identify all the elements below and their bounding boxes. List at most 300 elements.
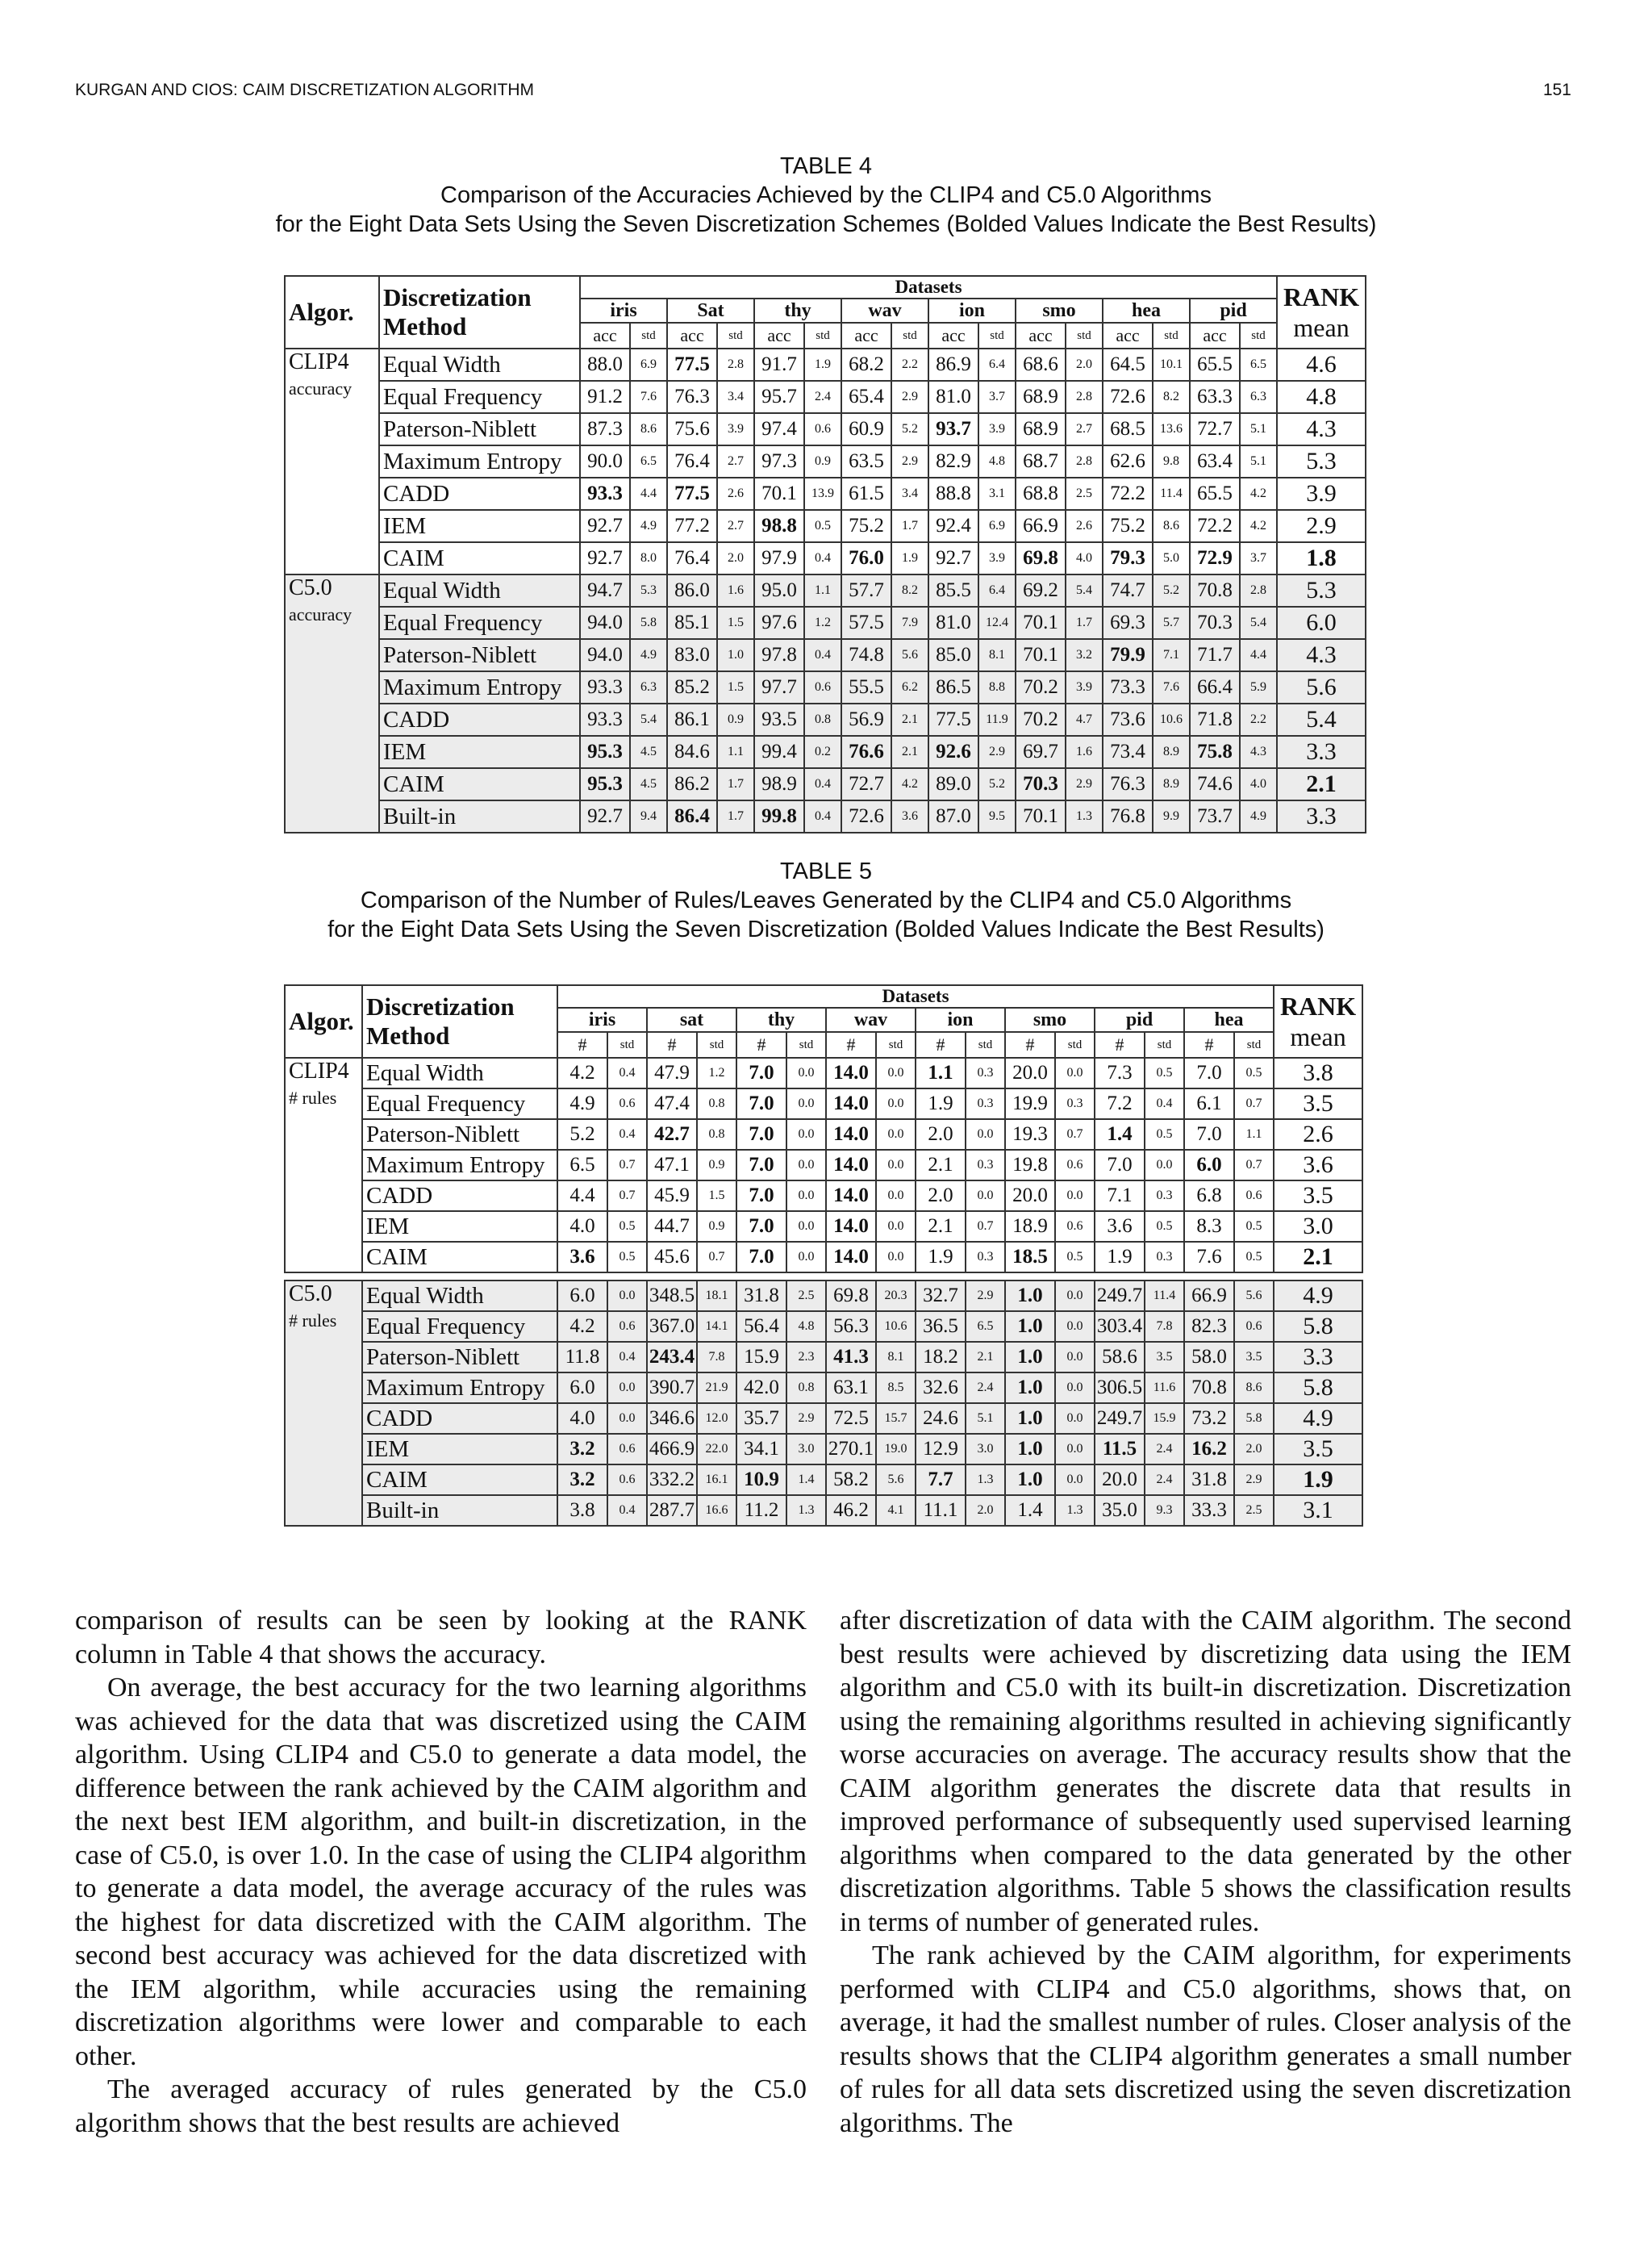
value-cell: 33.3 bbox=[1184, 1495, 1234, 1526]
std-cell: 0.0 bbox=[876, 1242, 916, 1272]
std-cell: 0.6 bbox=[607, 1434, 647, 1464]
value-cell: 18.2 bbox=[916, 1342, 966, 1372]
std-subheader: std bbox=[786, 1032, 826, 1058]
std-cell: 1.6 bbox=[1066, 736, 1103, 768]
std-cell: 6.3 bbox=[630, 671, 667, 704]
std-subheader: std bbox=[1153, 323, 1190, 349]
algorithm-metric: # rules bbox=[289, 1310, 337, 1331]
value-cell: 19.8 bbox=[1005, 1150, 1055, 1180]
value-cell: 7.1 bbox=[1095, 1180, 1145, 1211]
std-cell: 9.3 bbox=[1145, 1495, 1184, 1526]
value-cell: 18.5 bbox=[1005, 1242, 1055, 1272]
method-cell: Equal Width bbox=[362, 1058, 557, 1088]
std-cell: 3.2 bbox=[1066, 639, 1103, 671]
value-cell: 91.2 bbox=[580, 381, 630, 413]
std-cell: 3.9 bbox=[1066, 671, 1103, 704]
value-cell: 70.1 bbox=[1016, 607, 1066, 639]
value-cell: 32.6 bbox=[916, 1372, 966, 1403]
value-subheader: acc bbox=[928, 323, 978, 349]
value-cell: 72.6 bbox=[841, 800, 891, 833]
std-cell: 0.0 bbox=[876, 1119, 916, 1150]
value-cell: 83.0 bbox=[667, 639, 717, 671]
std-cell: 3.6 bbox=[891, 800, 928, 833]
std-cell: 2.8 bbox=[1066, 445, 1103, 478]
value-cell: 85.1 bbox=[667, 607, 717, 639]
value-cell: 390.7 bbox=[647, 1372, 697, 1403]
value-cell: 1.9 bbox=[916, 1242, 966, 1272]
value-cell: 1.9 bbox=[1095, 1242, 1145, 1272]
rank-cell: 4.8 bbox=[1277, 381, 1366, 413]
std-cell: 6.5 bbox=[630, 445, 667, 478]
paragraph: On average, the best accuracy for the two learning algorithms was achieved for the data that was discretized using the CAIM algorithm. Using CLIP4 and C5.0 to generate a data model, the difference between the rank achieved by the CAIM algorithm and the next best IEM algorithm, and built-in discretization, in the case of C5.0, is over 1.0. In the case of using the CLIP4 algorithm to generate a data model, the average accuracy of the rules was the highest for data discretized with the CAIM algorithm. The second best accuracy was achieved for the data discretized with the IEM algorithm, while accuracies using the remaining discretization algorithms were lower and comparable to each other. bbox=[75, 1673, 807, 2071]
std-cell: 0.0 bbox=[1055, 1311, 1095, 1342]
std-cell: 3.1 bbox=[978, 478, 1016, 510]
rank-cell: 3.0 bbox=[1274, 1211, 1362, 1242]
std-cell: 0.8 bbox=[697, 1119, 736, 1150]
value-cell: 58.6 bbox=[1095, 1342, 1145, 1372]
table4-caption bbox=[0, 152, 1652, 239]
std-cell: 2.5 bbox=[786, 1280, 826, 1311]
value-cell: 99.8 bbox=[754, 800, 804, 833]
value-cell: 94.0 bbox=[580, 639, 630, 671]
std-cell: 3.9 bbox=[978, 413, 1016, 445]
value-cell: 68.2 bbox=[841, 349, 891, 381]
table-row bbox=[285, 1311, 1362, 1342]
value-cell: 75.2 bbox=[841, 510, 891, 542]
value-cell: 92.4 bbox=[928, 510, 978, 542]
std-cell: 1.9 bbox=[891, 542, 928, 574]
std-cell: 0.4 bbox=[607, 1495, 647, 1526]
std-cell: 0.5 bbox=[1055, 1242, 1095, 1272]
table-row bbox=[285, 413, 1366, 445]
std-cell: 1.2 bbox=[697, 1058, 736, 1088]
std-cell: 0.0 bbox=[1055, 1372, 1095, 1403]
value-cell: 93.3 bbox=[580, 478, 630, 510]
std-subheader: std bbox=[697, 1032, 736, 1058]
std-cell: 6.2 bbox=[891, 671, 928, 704]
std-cell: 1.7 bbox=[891, 510, 928, 542]
value-cell: 249.7 bbox=[1095, 1280, 1145, 1311]
std-cell: 0.5 bbox=[804, 510, 841, 542]
value-subheader: acc bbox=[580, 323, 630, 349]
separator-cell bbox=[285, 1272, 1362, 1280]
std-cell: 20.3 bbox=[876, 1280, 916, 1311]
std-cell: 0.7 bbox=[1055, 1119, 1095, 1150]
std-cell: 2.6 bbox=[717, 478, 754, 510]
rank-label: RANK bbox=[1283, 282, 1360, 311]
value-cell: 95.7 bbox=[754, 381, 804, 413]
value-cell: 1.0 bbox=[1005, 1434, 1055, 1464]
value-cell: 14.0 bbox=[826, 1242, 876, 1272]
std-cell: 0.0 bbox=[1145, 1150, 1184, 1180]
table-row bbox=[285, 1058, 1362, 1088]
std-cell: 2.1 bbox=[966, 1342, 1005, 1372]
value-cell: 84.6 bbox=[667, 736, 717, 768]
method-header-line2: Method bbox=[366, 1021, 450, 1050]
page-number: 151 bbox=[1542, 81, 1571, 99]
value-cell: 70.2 bbox=[1016, 704, 1066, 736]
algorithm-cell bbox=[285, 1058, 362, 1272]
std-cell: 2.1 bbox=[891, 736, 928, 768]
value-cell: 70.3 bbox=[1190, 607, 1240, 639]
value-cell: 77.2 bbox=[667, 510, 717, 542]
value-cell: 1.0 bbox=[1005, 1403, 1055, 1434]
value-subheader: acc bbox=[1190, 323, 1240, 349]
std-cell: 11.9 bbox=[978, 704, 1016, 736]
std-cell: 5.2 bbox=[1153, 574, 1190, 607]
rank-cell: 1.9 bbox=[1274, 1464, 1362, 1495]
algorithm-cell bbox=[285, 1280, 362, 1526]
value-cell: 7.0 bbox=[736, 1150, 786, 1180]
std-cell: 2.0 bbox=[966, 1495, 1005, 1526]
std-cell: 0.4 bbox=[804, 768, 841, 800]
value-cell: 306.5 bbox=[1095, 1372, 1145, 1403]
value-cell: 56.4 bbox=[736, 1311, 786, 1342]
dataset-name: thy bbox=[754, 299, 841, 323]
value-cell: 1.9 bbox=[916, 1088, 966, 1119]
value-cell: 58.0 bbox=[1184, 1342, 1234, 1372]
std-cell: 0.5 bbox=[1234, 1242, 1274, 1272]
std-cell: 5.1 bbox=[966, 1403, 1005, 1434]
std-cell: 12.0 bbox=[697, 1403, 736, 1434]
std-cell: 0.3 bbox=[966, 1242, 1005, 1272]
std-cell: 1.7 bbox=[717, 800, 754, 833]
value-cell: 95.3 bbox=[580, 736, 630, 768]
std-cell: 0.0 bbox=[1055, 1058, 1095, 1088]
std-cell: 0.0 bbox=[876, 1150, 916, 1180]
rank-mean-label: mean bbox=[1290, 1022, 1346, 1051]
method-cell: Built-in bbox=[362, 1495, 557, 1526]
value-cell: 65.5 bbox=[1190, 478, 1240, 510]
std-cell: 0.4 bbox=[1145, 1088, 1184, 1119]
std-subheader: std bbox=[1055, 1032, 1095, 1058]
method-cell: Equal Width bbox=[379, 574, 580, 607]
value-cell: 1.1 bbox=[916, 1058, 966, 1088]
value-cell: 97.9 bbox=[754, 542, 804, 574]
std-cell: 2.6 bbox=[1066, 510, 1103, 542]
std-subheader: std bbox=[1145, 1032, 1184, 1058]
std-cell: 2.9 bbox=[1066, 768, 1103, 800]
value-cell: 76.3 bbox=[667, 381, 717, 413]
table-row bbox=[285, 1434, 1362, 1464]
value-cell: 41.3 bbox=[826, 1342, 876, 1372]
value-cell: 77.5 bbox=[667, 349, 717, 381]
value-cell: 76.8 bbox=[1103, 800, 1153, 833]
table-row bbox=[285, 607, 1366, 639]
method-cell: IEM bbox=[362, 1211, 557, 1242]
std-cell: 5.3 bbox=[630, 574, 667, 607]
std-cell: 12.4 bbox=[978, 607, 1016, 639]
value-cell: 69.3 bbox=[1103, 607, 1153, 639]
std-cell: 2.9 bbox=[891, 381, 928, 413]
value-cell: 249.7 bbox=[1095, 1403, 1145, 1434]
header-row bbox=[285, 276, 1366, 299]
std-cell: 2.1 bbox=[891, 704, 928, 736]
std-cell: 2.8 bbox=[1066, 381, 1103, 413]
value-subheader: # bbox=[1095, 1032, 1145, 1058]
std-cell: 5.7 bbox=[1153, 607, 1190, 639]
value-cell: 69.8 bbox=[826, 1280, 876, 1311]
std-cell: 0.6 bbox=[1055, 1211, 1095, 1242]
value-cell: 10.9 bbox=[736, 1464, 786, 1495]
value-cell: 14.0 bbox=[826, 1058, 876, 1088]
std-cell: 0.5 bbox=[607, 1211, 647, 1242]
method-cell: Equal Frequency bbox=[379, 381, 580, 413]
algorithm-metric: accuracy bbox=[289, 604, 353, 625]
std-cell: 14.1 bbox=[697, 1311, 736, 1342]
body-left-column bbox=[75, 1604, 807, 2140]
std-cell: 0.0 bbox=[876, 1058, 916, 1088]
std-cell: 8.2 bbox=[1153, 381, 1190, 413]
std-cell: 2.9 bbox=[966, 1280, 1005, 1311]
table4-label: TABLE 4 bbox=[780, 153, 872, 179]
std-subheader: std bbox=[717, 323, 754, 349]
std-cell: 3.4 bbox=[891, 478, 928, 510]
value-cell: 98.9 bbox=[754, 768, 804, 800]
dataset-name: smo bbox=[1016, 299, 1103, 323]
value-cell: 72.7 bbox=[1190, 413, 1240, 445]
std-cell: 2.9 bbox=[1234, 1464, 1274, 1495]
std-cell: 11.4 bbox=[1145, 1280, 1184, 1311]
std-cell: 13.9 bbox=[804, 478, 841, 510]
std-cell: 1.5 bbox=[717, 607, 754, 639]
value-cell: 93.3 bbox=[580, 671, 630, 704]
std-cell: 2.0 bbox=[1234, 1434, 1274, 1464]
value-cell: 76.6 bbox=[841, 736, 891, 768]
table-row bbox=[285, 1372, 1362, 1403]
std-cell: 0.0 bbox=[786, 1088, 826, 1119]
value-cell: 47.4 bbox=[647, 1088, 697, 1119]
value-cell: 86.1 bbox=[667, 704, 717, 736]
std-cell: 1.5 bbox=[717, 671, 754, 704]
dataset-name: wav bbox=[826, 1008, 916, 1032]
value-cell: 346.6 bbox=[647, 1403, 697, 1434]
std-cell: 0.5 bbox=[1234, 1058, 1274, 1088]
value-cell: 4.2 bbox=[557, 1311, 607, 1342]
value-cell: 79.9 bbox=[1103, 639, 1153, 671]
std-cell: 0.3 bbox=[966, 1150, 1005, 1180]
value-cell: 56.9 bbox=[841, 704, 891, 736]
std-cell: 4.4 bbox=[630, 478, 667, 510]
value-subheader: acc bbox=[754, 323, 804, 349]
method-header-line1: Discretization bbox=[366, 992, 515, 1021]
algorithm-metric: # rules bbox=[289, 1088, 337, 1108]
value-cell: 76.4 bbox=[667, 445, 717, 478]
method-cell: Paterson-Niblett bbox=[362, 1342, 557, 1372]
std-cell: 11.6 bbox=[1145, 1372, 1184, 1403]
value-cell: 6.1 bbox=[1184, 1088, 1234, 1119]
value-cell: 11.1 bbox=[916, 1495, 966, 1526]
value-subheader: # bbox=[647, 1032, 697, 1058]
method-cell: Maximum Entropy bbox=[362, 1150, 557, 1180]
dataset-name: hea bbox=[1184, 1008, 1274, 1032]
value-cell: 81.0 bbox=[928, 607, 978, 639]
value-cell: 7.0 bbox=[1095, 1150, 1145, 1180]
std-cell: 0.3 bbox=[1055, 1088, 1095, 1119]
value-cell: 75.2 bbox=[1103, 510, 1153, 542]
dataset-name: ion bbox=[928, 299, 1016, 323]
table-row bbox=[285, 800, 1366, 833]
value-cell: 6.5 bbox=[557, 1150, 607, 1180]
value-cell: 73.3 bbox=[1103, 671, 1153, 704]
value-cell: 92.6 bbox=[928, 736, 978, 768]
std-cell: 4.3 bbox=[1240, 736, 1277, 768]
method-cell: CADD bbox=[362, 1403, 557, 1434]
std-cell: 0.0 bbox=[786, 1180, 826, 1211]
std-subheader: std bbox=[804, 323, 841, 349]
method-cell: IEM bbox=[379, 510, 580, 542]
std-cell: 0.8 bbox=[697, 1088, 736, 1119]
value-cell: 287.7 bbox=[647, 1495, 697, 1526]
std-cell: 13.6 bbox=[1153, 413, 1190, 445]
value-cell: 97.7 bbox=[754, 671, 804, 704]
std-cell: 0.0 bbox=[786, 1119, 826, 1150]
value-cell: 303.4 bbox=[1095, 1311, 1145, 1342]
std-cell: 0.6 bbox=[1234, 1311, 1274, 1342]
std-subheader: std bbox=[1240, 323, 1277, 349]
value-cell: 7.3 bbox=[1095, 1058, 1145, 1088]
value-cell: 3.8 bbox=[557, 1495, 607, 1526]
algorithm-cell bbox=[285, 574, 379, 833]
value-cell: 71.8 bbox=[1190, 704, 1240, 736]
value-cell: 19.3 bbox=[1005, 1119, 1055, 1150]
value-cell: 58.2 bbox=[826, 1464, 876, 1495]
group-separator bbox=[285, 1272, 1362, 1280]
value-cell: 93.5 bbox=[754, 704, 804, 736]
method-cell: CADD bbox=[379, 704, 580, 736]
std-cell: 0.0 bbox=[1055, 1403, 1095, 1434]
algor-header: Algor. bbox=[285, 985, 362, 1058]
std-cell: 3.0 bbox=[966, 1434, 1005, 1464]
method-header-line2: Method bbox=[383, 312, 467, 340]
value-cell: 99.4 bbox=[754, 736, 804, 768]
value-cell: 82.9 bbox=[928, 445, 978, 478]
std-cell: 8.8 bbox=[978, 671, 1016, 704]
rank-cell: 4.9 bbox=[1274, 1280, 1362, 1311]
value-cell: 69.8 bbox=[1016, 542, 1066, 574]
value-cell: 81.0 bbox=[928, 381, 978, 413]
std-cell: 0.0 bbox=[607, 1403, 647, 1434]
std-cell: 3.4 bbox=[717, 381, 754, 413]
rank-cell: 3.8 bbox=[1274, 1058, 1362, 1088]
value-cell: 34.1 bbox=[736, 1434, 786, 1464]
table-row bbox=[285, 768, 1366, 800]
std-cell: 0.4 bbox=[804, 639, 841, 671]
value-cell: 73.4 bbox=[1103, 736, 1153, 768]
value-cell: 7.0 bbox=[736, 1058, 786, 1088]
value-cell: 74.8 bbox=[841, 639, 891, 671]
value-cell: 90.0 bbox=[580, 445, 630, 478]
std-cell: 0.7 bbox=[697, 1242, 736, 1272]
value-cell: 65.4 bbox=[841, 381, 891, 413]
value-cell: 55.5 bbox=[841, 671, 891, 704]
std-cell: 0.7 bbox=[1234, 1088, 1274, 1119]
datasets-header: Datasets bbox=[580, 276, 1277, 299]
method-cell: CAIM bbox=[362, 1242, 557, 1272]
value-cell: 63.3 bbox=[1190, 381, 1240, 413]
dataset-name: Sat bbox=[667, 299, 754, 323]
method-cell: CADD bbox=[362, 1180, 557, 1211]
std-subheader: std bbox=[607, 1032, 647, 1058]
value-cell: 42.7 bbox=[647, 1119, 697, 1150]
std-cell: 8.5 bbox=[876, 1372, 916, 1403]
value-cell: 1.0 bbox=[1005, 1372, 1055, 1403]
rank-cell: 2.1 bbox=[1277, 768, 1366, 800]
value-cell: 85.0 bbox=[928, 639, 978, 671]
method-cell: Equal Width bbox=[362, 1280, 557, 1311]
method-cell: Equal Frequency bbox=[362, 1088, 557, 1119]
std-cell: 0.6 bbox=[607, 1464, 647, 1495]
table5-caption-line1: Comparison of the Number of Rules/Leaves Generated by the CLIP4 and C5.0 Algorithms bbox=[360, 888, 1292, 913]
std-cell: 2.7 bbox=[717, 510, 754, 542]
table-row bbox=[285, 1088, 1362, 1119]
value-cell: 74.7 bbox=[1103, 574, 1153, 607]
rank-label: RANK bbox=[1279, 992, 1357, 1021]
std-cell: 6.3 bbox=[1240, 381, 1277, 413]
std-subheader: std bbox=[966, 1032, 1005, 1058]
value-cell: 45.9 bbox=[647, 1180, 697, 1211]
value-subheader: # bbox=[557, 1032, 607, 1058]
method-cell: Paterson-Niblett bbox=[379, 639, 580, 671]
value-cell: 2.0 bbox=[916, 1180, 966, 1211]
value-cell: 98.8 bbox=[754, 510, 804, 542]
value-cell: 20.0 bbox=[1005, 1180, 1055, 1211]
value-cell: 11.5 bbox=[1095, 1434, 1145, 1464]
std-cell: 2.9 bbox=[891, 445, 928, 478]
dataset-name: pid bbox=[1190, 299, 1277, 323]
std-cell: 2.0 bbox=[717, 542, 754, 574]
method-cell: Equal Frequency bbox=[362, 1311, 557, 1342]
value-cell: 72.7 bbox=[841, 768, 891, 800]
value-cell: 7.7 bbox=[916, 1464, 966, 1495]
std-cell: 10.6 bbox=[876, 1311, 916, 1342]
value-cell: 68.8 bbox=[1016, 478, 1066, 510]
std-cell: 2.4 bbox=[1145, 1464, 1184, 1495]
value-cell: 243.4 bbox=[647, 1342, 697, 1372]
table-row bbox=[285, 1180, 1362, 1211]
value-subheader: # bbox=[1005, 1032, 1055, 1058]
running-head-title: KURGAN AND CIOS: CAIM DISCRETIZATION ALGORITHM bbox=[75, 81, 534, 99]
std-cell: 1.1 bbox=[1234, 1119, 1274, 1150]
std-cell: 2.3 bbox=[786, 1342, 826, 1372]
std-cell: 0.0 bbox=[786, 1150, 826, 1180]
value-cell: 86.2 bbox=[667, 768, 717, 800]
std-cell: 4.4 bbox=[1240, 639, 1277, 671]
value-cell: 57.7 bbox=[841, 574, 891, 607]
value-cell: 1.4 bbox=[1005, 1495, 1055, 1526]
value-cell: 77.5 bbox=[928, 704, 978, 736]
std-cell: 4.9 bbox=[630, 510, 667, 542]
value-cell: 92.7 bbox=[580, 542, 630, 574]
std-cell: 1.7 bbox=[1066, 607, 1103, 639]
value-cell: 7.0 bbox=[1184, 1119, 1234, 1150]
std-cell: 5.4 bbox=[1066, 574, 1103, 607]
value-cell: 1.4 bbox=[1095, 1119, 1145, 1150]
value-cell: 86.4 bbox=[667, 800, 717, 833]
value-cell: 6.0 bbox=[557, 1280, 607, 1311]
table-row bbox=[285, 639, 1366, 671]
std-cell: 6.9 bbox=[630, 349, 667, 381]
table-row bbox=[285, 1150, 1362, 1180]
value-cell: 65.5 bbox=[1190, 349, 1240, 381]
std-cell: 0.7 bbox=[607, 1150, 647, 1180]
std-cell: 5.4 bbox=[630, 704, 667, 736]
rank-cell: 3.5 bbox=[1274, 1180, 1362, 1211]
std-cell: 10.1 bbox=[1153, 349, 1190, 381]
value-cell: 88.0 bbox=[580, 349, 630, 381]
std-cell: 8.1 bbox=[876, 1342, 916, 1372]
value-cell: 466.9 bbox=[647, 1434, 697, 1464]
